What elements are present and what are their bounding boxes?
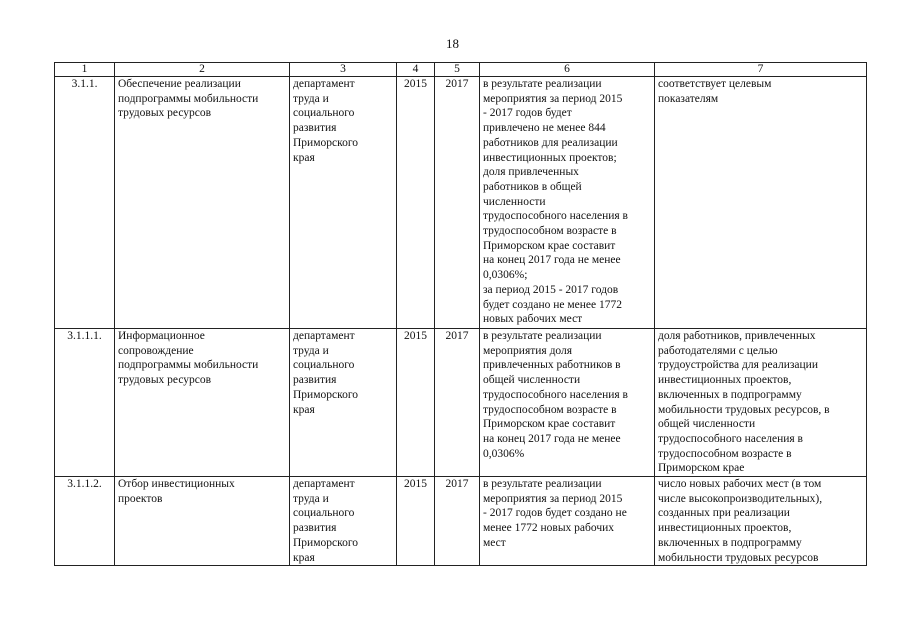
indicator-link-cell xyxy=(655,477,867,566)
cell-text-line: Приморском крае составит xyxy=(483,418,616,431)
cell-text-line: Приморском крае xyxy=(658,462,745,475)
cell-text-line: число новых рабочих мест (в том xyxy=(658,478,822,491)
indicator-link-cell xyxy=(655,77,867,329)
table-row xyxy=(55,329,867,477)
cell-text-line: включенных в подпрограмму xyxy=(658,536,802,549)
cell-text-line: работников в общей xyxy=(483,180,582,193)
column-number-row xyxy=(55,63,867,77)
start-year-cell: 2015 xyxy=(397,329,435,477)
cell-text-line: включенных в подпрограмму xyxy=(658,388,802,401)
end-year-cell: 2017 xyxy=(435,477,480,566)
end-year-cell: 2017 xyxy=(435,77,480,329)
page-number: 18 xyxy=(446,36,459,51)
cell-text-line: численности xyxy=(483,195,546,208)
cell-text-line: 0,0306% xyxy=(483,447,525,460)
start-year-cell: 2015 xyxy=(397,77,435,329)
cell-text-line: социального xyxy=(293,507,355,520)
expected-result-cell xyxy=(480,77,655,329)
cell-text-line: края xyxy=(293,151,315,164)
cell-text-line: Приморском крае составит xyxy=(483,239,616,252)
column-number: 3 xyxy=(290,63,397,77)
column-number: 2 xyxy=(115,63,290,77)
activity-name-cell xyxy=(115,477,290,566)
cell-text-line: менее 1772 новых рабочих xyxy=(483,522,615,535)
cell-text-line: труда и xyxy=(293,92,329,105)
cell-text-line: трудоспособного населения в xyxy=(483,210,628,223)
cell-text-line: - 2017 годов будет создано не xyxy=(483,507,627,520)
table-row xyxy=(55,477,867,566)
expected-result-cell xyxy=(480,329,655,477)
column-number: 1 xyxy=(55,63,115,77)
cell-text-line: развития xyxy=(293,522,337,535)
cell-text-line: показателям xyxy=(658,92,719,105)
table-row xyxy=(55,77,867,329)
activity-name-cell xyxy=(115,329,290,477)
cell-text-line: края xyxy=(293,403,315,416)
cell-text-line: в результате реализации xyxy=(483,330,602,342)
cell-text-line: Информационное xyxy=(118,330,205,342)
cell-text-line: Приморского xyxy=(293,536,359,549)
cell-text-line: трудоспособном возрасте в xyxy=(483,225,617,238)
cell-text-line: инвестиционных проектов; xyxy=(483,151,617,164)
cell-text-line: в результате реализации xyxy=(483,478,602,491)
cell-text-line: - 2017 годов будет xyxy=(483,107,572,120)
cell-text-line: 0,0306%; xyxy=(483,269,528,282)
cell-text-line: доля привлеченных xyxy=(483,166,579,179)
cell-text-line: департамент xyxy=(293,330,355,342)
cell-text-line: развития xyxy=(293,122,337,135)
column-number: 7 xyxy=(655,63,867,77)
cell-text-line: мест xyxy=(483,536,506,549)
cell-text-line: Обеспечение реализации xyxy=(118,78,241,90)
column-number: 5 xyxy=(435,63,480,77)
cell-text-line: департамент xyxy=(293,78,355,90)
cell-text-line: трудоспособном возрасте в xyxy=(483,403,617,416)
cell-text-line: мобильности трудовых ресурсов, в xyxy=(658,403,830,416)
cell-text-line: инвестиционных проектов, xyxy=(658,374,792,387)
cell-text-line: трудоустройства для реализации xyxy=(658,359,818,372)
cell-text-line: трудоспособном возрасте в xyxy=(658,447,792,460)
cell-text-line: мероприятия за период 2015 xyxy=(483,92,623,105)
cell-text-line: труда и xyxy=(293,492,329,505)
cell-text-line: мобильности трудовых ресурсов xyxy=(658,551,819,564)
cell-text-line: края xyxy=(293,551,315,564)
cell-text-line: трудоспособного населения в xyxy=(483,388,628,401)
cell-text-line: новых рабочих мест xyxy=(483,313,583,326)
cell-text-line: департамент xyxy=(293,478,355,491)
cell-text-line: числе высокопроизводительных), xyxy=(658,492,823,505)
indicator-link-cell xyxy=(655,329,867,477)
cell-text-line: созданных при реализации xyxy=(658,507,790,520)
cell-text-line: привлечено не менее 844 xyxy=(483,122,606,135)
column-number: 6 xyxy=(480,63,655,77)
cell-text-line: Отбор инвестиционных xyxy=(118,478,235,491)
cell-text-line: труда и xyxy=(293,344,329,357)
cell-text-line: подпрограммы мобильности xyxy=(118,92,259,105)
cell-text-line: Приморского xyxy=(293,136,359,149)
cell-text-line: социального xyxy=(293,359,355,372)
cell-text-line: социального xyxy=(293,107,355,120)
cell-text-line: будет создано не менее 1772 xyxy=(483,298,622,311)
cell-text-line: трудовых ресурсов xyxy=(118,107,212,120)
cell-text-line: развития xyxy=(293,374,337,387)
cell-text-line: инвестиционных проектов, xyxy=(658,522,792,535)
executor-cell xyxy=(290,329,397,477)
activity-code-cell: 3.1.1. xyxy=(55,77,115,329)
cell-text-line: в результате реализации xyxy=(483,78,602,90)
cell-text-line: трудоспособного населения в xyxy=(658,432,803,445)
cell-text-line: общей численности xyxy=(658,418,756,431)
cell-text-line: доля работников, привлеченных xyxy=(658,330,816,342)
activity-code-cell: 3.1.1.2. xyxy=(55,477,115,566)
cell-text-line: подпрограммы мобильности xyxy=(118,359,259,372)
executor-cell xyxy=(290,477,397,566)
activity-name-cell xyxy=(115,77,290,329)
cell-text-line: трудовых ресурсов xyxy=(118,374,212,387)
activity-code-cell: 3.1.1.1. xyxy=(55,329,115,477)
executor-cell xyxy=(290,77,397,329)
end-year-cell: 2017 xyxy=(435,329,480,477)
cell-text-line: за период 2015 - 2017 годов xyxy=(483,283,619,296)
cell-text-line: на конец 2017 года не менее xyxy=(483,432,621,445)
cell-text-line: соответствует целевым xyxy=(658,78,772,90)
cell-text-line: проектов xyxy=(118,492,163,505)
cell-text-line: привлеченных работников в xyxy=(483,359,621,372)
expected-result-cell xyxy=(480,477,655,566)
start-year-cell: 2015 xyxy=(397,477,435,566)
cell-text-line: мероприятия за период 2015 xyxy=(483,492,623,505)
column-number: 4 xyxy=(397,63,435,77)
cell-text-line: общей численности xyxy=(483,374,581,387)
cell-text-line: сопровождение xyxy=(118,344,194,357)
cell-text-line: на конец 2017 года не менее xyxy=(483,254,621,267)
program-activities-table xyxy=(54,62,867,566)
cell-text-line: мероприятия доля xyxy=(483,344,573,357)
cell-text-line: работодателями с целью xyxy=(658,344,778,357)
cell-text-line: работников для реализации xyxy=(483,136,618,149)
cell-text-line: Приморского xyxy=(293,388,359,401)
